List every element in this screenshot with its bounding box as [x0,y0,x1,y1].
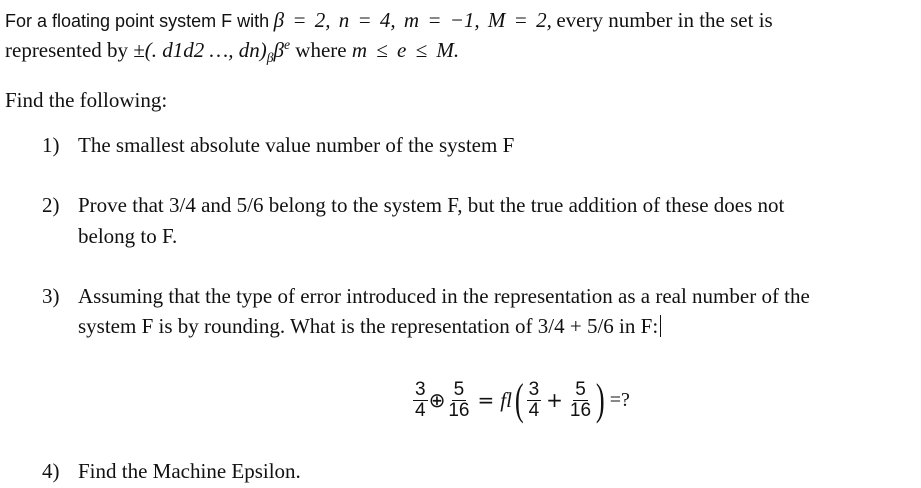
intro-text: For a floating point system F with [5,11,270,31]
represented-by-text: represented by [5,38,129,62]
question-text: Assuming that the type of error introduced in the representation as a real number of the [78,284,810,308]
exponent-range: m ≤ e ≤ M. [351,38,460,62]
intro-line-2 [5,37,459,66]
find-heading: Find the following: [5,88,168,112]
left-paren: ( [514,375,524,424]
question-number: 2) [42,193,60,217]
question-4 [42,459,301,484]
question-2-continued: belong to F. [78,224,178,248]
fraction-5-16-inner: $\frac{5}{16}$ [569,378,592,421]
question-text: Find the Machine Epsilon. [78,459,301,483]
question-3 [42,284,810,309]
fraction-3-4: $\frac{3}{4}$ [415,378,426,421]
intro-parameters: β = 2, n = 4, m = −1, M = 2, [273,8,552,32]
question-number: 3) [42,284,60,308]
text-cursor [660,315,661,337]
question-2 [42,193,784,218]
question-1 [42,133,514,158]
intro-tail: every number in the set is [556,8,773,32]
fraction-3-4-inner: $\frac{3}{4}$ [528,378,540,421]
question-text: Prove that 3/4 and 5/6 belong to the system F, but the true addition of these does not [78,193,785,217]
where-text: where [295,38,347,62]
oplus-operator: ⊕ [428,388,446,412]
fraction-5-16: $\frac{5}{16}$ [448,378,470,421]
fl-function: fl [500,387,512,412]
question-number: 4) [42,459,60,483]
representation-formula: ±(. d1d2 …, $dn)_\beta\beta^e$ [133,37,291,66]
question-number: 1) [42,133,60,157]
rounding-equation [413,370,630,430]
question-3-continued: system F is by rounding. What is the representation of 3/4 + 5/6 in F: [78,314,661,339]
intro-line-1 [5,8,773,33]
equals-sign: = [477,388,495,412]
right-paren: ) [595,375,605,424]
result-query: =? [609,388,630,411]
question-text: The smallest absolute value number of the system F [78,133,515,157]
plus-sign: + [546,388,563,412]
